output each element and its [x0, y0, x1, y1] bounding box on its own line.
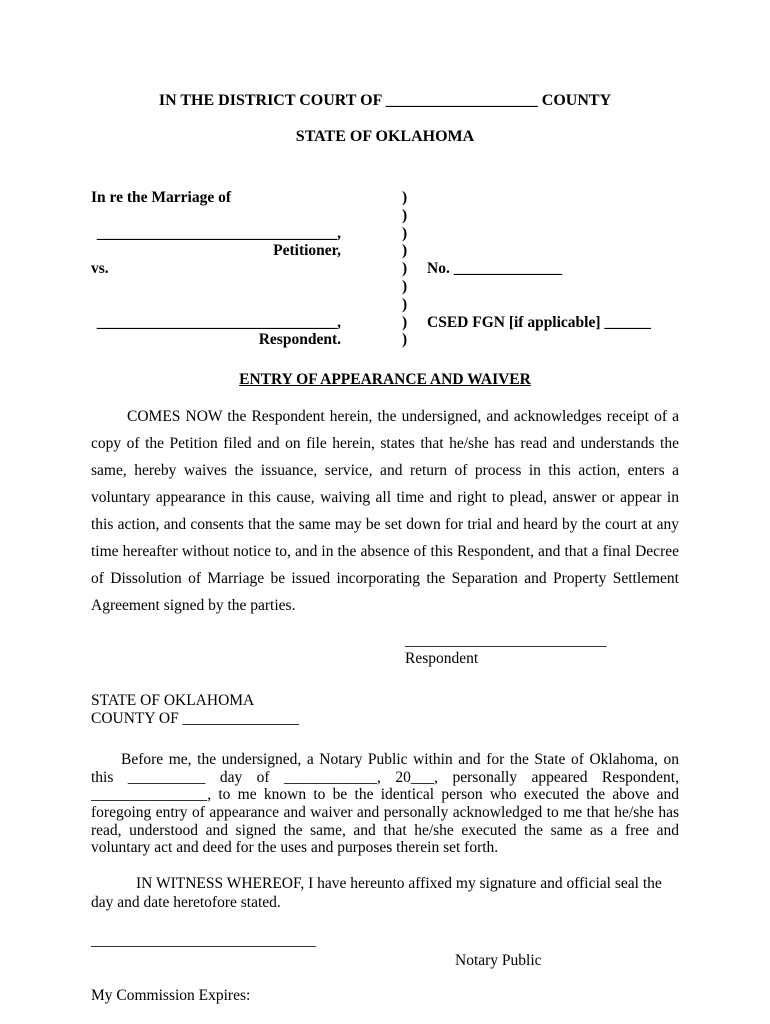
body-paragraph: COMES NOW the Respondent herein, the undersigned, and acknowledges receipt of a copy of the Petition filed and on file herein, states that he/she has read and understands the same, hereby waives the issuance, service, and return of process in this action, enters a voluntary appearance in this cause, waiving all time and right to plead, answer or appear in this action, and consents that the same may be set down for trial and heard by the court at any time hereafter without notice to, and in the absence of this Respondent, and that a final Decree of Dissolution of Marriage be issued incorporating the Separation and Property Settlement Agreement signed by the parties.: [91, 408, 679, 615]
caption-paren: ): [402, 331, 408, 349]
state-header: STATE OF OKLAHOMA: [295, 128, 475, 145]
petitioner-label: Petitioner,: [273, 242, 341, 260]
vs-label: vs.: [91, 260, 109, 278]
notary-acknowledgment-paragraph: Before me, the undersigned, a Notary Public within and for the State of Oklahoma, on this __________ day of ____________, 20___, personally appeared Respondent, _______________, to me known to be the identical person who executed the above and foregoing entry of appearance and waiver and personally acknowledged to me that he/she has read, understood and signed the same, and that he/she executed the same as a free and voluntary act and deed for the uses and purposes therein set forth.: [91, 751, 679, 857]
caption-row: [91, 278, 679, 296]
caption-paren: ): [402, 189, 408, 206]
respondent-signature-block: [405, 632, 679, 668]
caption-row: [91, 331, 679, 349]
case-number-field: No. ______________: [427, 260, 563, 278]
csed-fgn-field: CSED FGN [if applicable] ______: [427, 313, 651, 331]
in-re-marriage-label: In re the Marriage of: [91, 189, 232, 206]
caption-paren: ): [402, 313, 408, 331]
caption-left-cell: [91, 278, 341, 296]
respondent-label: Respondent.: [258, 331, 341, 349]
caption-paren: ): [402, 277, 408, 295]
caption-right-cell: [427, 278, 679, 296]
case-caption: [91, 189, 679, 349]
petitioner-name-line: _______________________________,: [96, 224, 341, 242]
caption-right-cell: [427, 296, 679, 314]
caption-row: [91, 296, 679, 314]
caption-paren: ): [402, 242, 408, 260]
caption-row: [91, 260, 679, 278]
caption-right-cell: [427, 242, 679, 260]
venue-county: COUNTY OF _______________: [91, 710, 299, 728]
document-title: ENTRY OF APPEARANCE AND WAIVER: [239, 371, 531, 389]
witness-paragraph: IN WITNESS WHEREOF, I have hereunto affixed my signature and official seal the day and date heretofore stated.: [91, 874, 662, 911]
venue-block: [91, 692, 679, 728]
caption-row: [91, 225, 679, 243]
venue-state: STATE OF OKLAHOMA: [91, 692, 255, 710]
caption-paren: ): [402, 206, 408, 224]
caption-row: [91, 207, 679, 225]
court-header: IN THE DISTRICT COURT OF ___________________ COUNTY: [158, 92, 612, 109]
caption-paren: ): [402, 260, 408, 278]
respondent-name-line: _______________________________,: [96, 313, 341, 331]
respondent-signature-label: Respondent: [405, 650, 479, 668]
caption-paren: ): [402, 224, 408, 242]
caption-right-cell: [427, 331, 679, 349]
caption-row: [91, 314, 679, 332]
caption-left-cell: [91, 296, 341, 314]
caption-row: [91, 189, 679, 207]
notary-public-label: Notary Public: [455, 952, 542, 970]
caption-paren: ): [402, 295, 408, 313]
caption-right-cell: [427, 207, 679, 225]
caption-row: [91, 242, 679, 260]
caption-right-cell: [427, 225, 679, 243]
commission-expires-label: My Commission Expires:: [91, 987, 251, 1005]
caption-right-cell: [427, 189, 679, 207]
notary-signature-line: _____________________________: [91, 932, 316, 950]
caption-left-cell: [91, 207, 341, 225]
respondent-signature-line: __________________________: [405, 632, 607, 650]
